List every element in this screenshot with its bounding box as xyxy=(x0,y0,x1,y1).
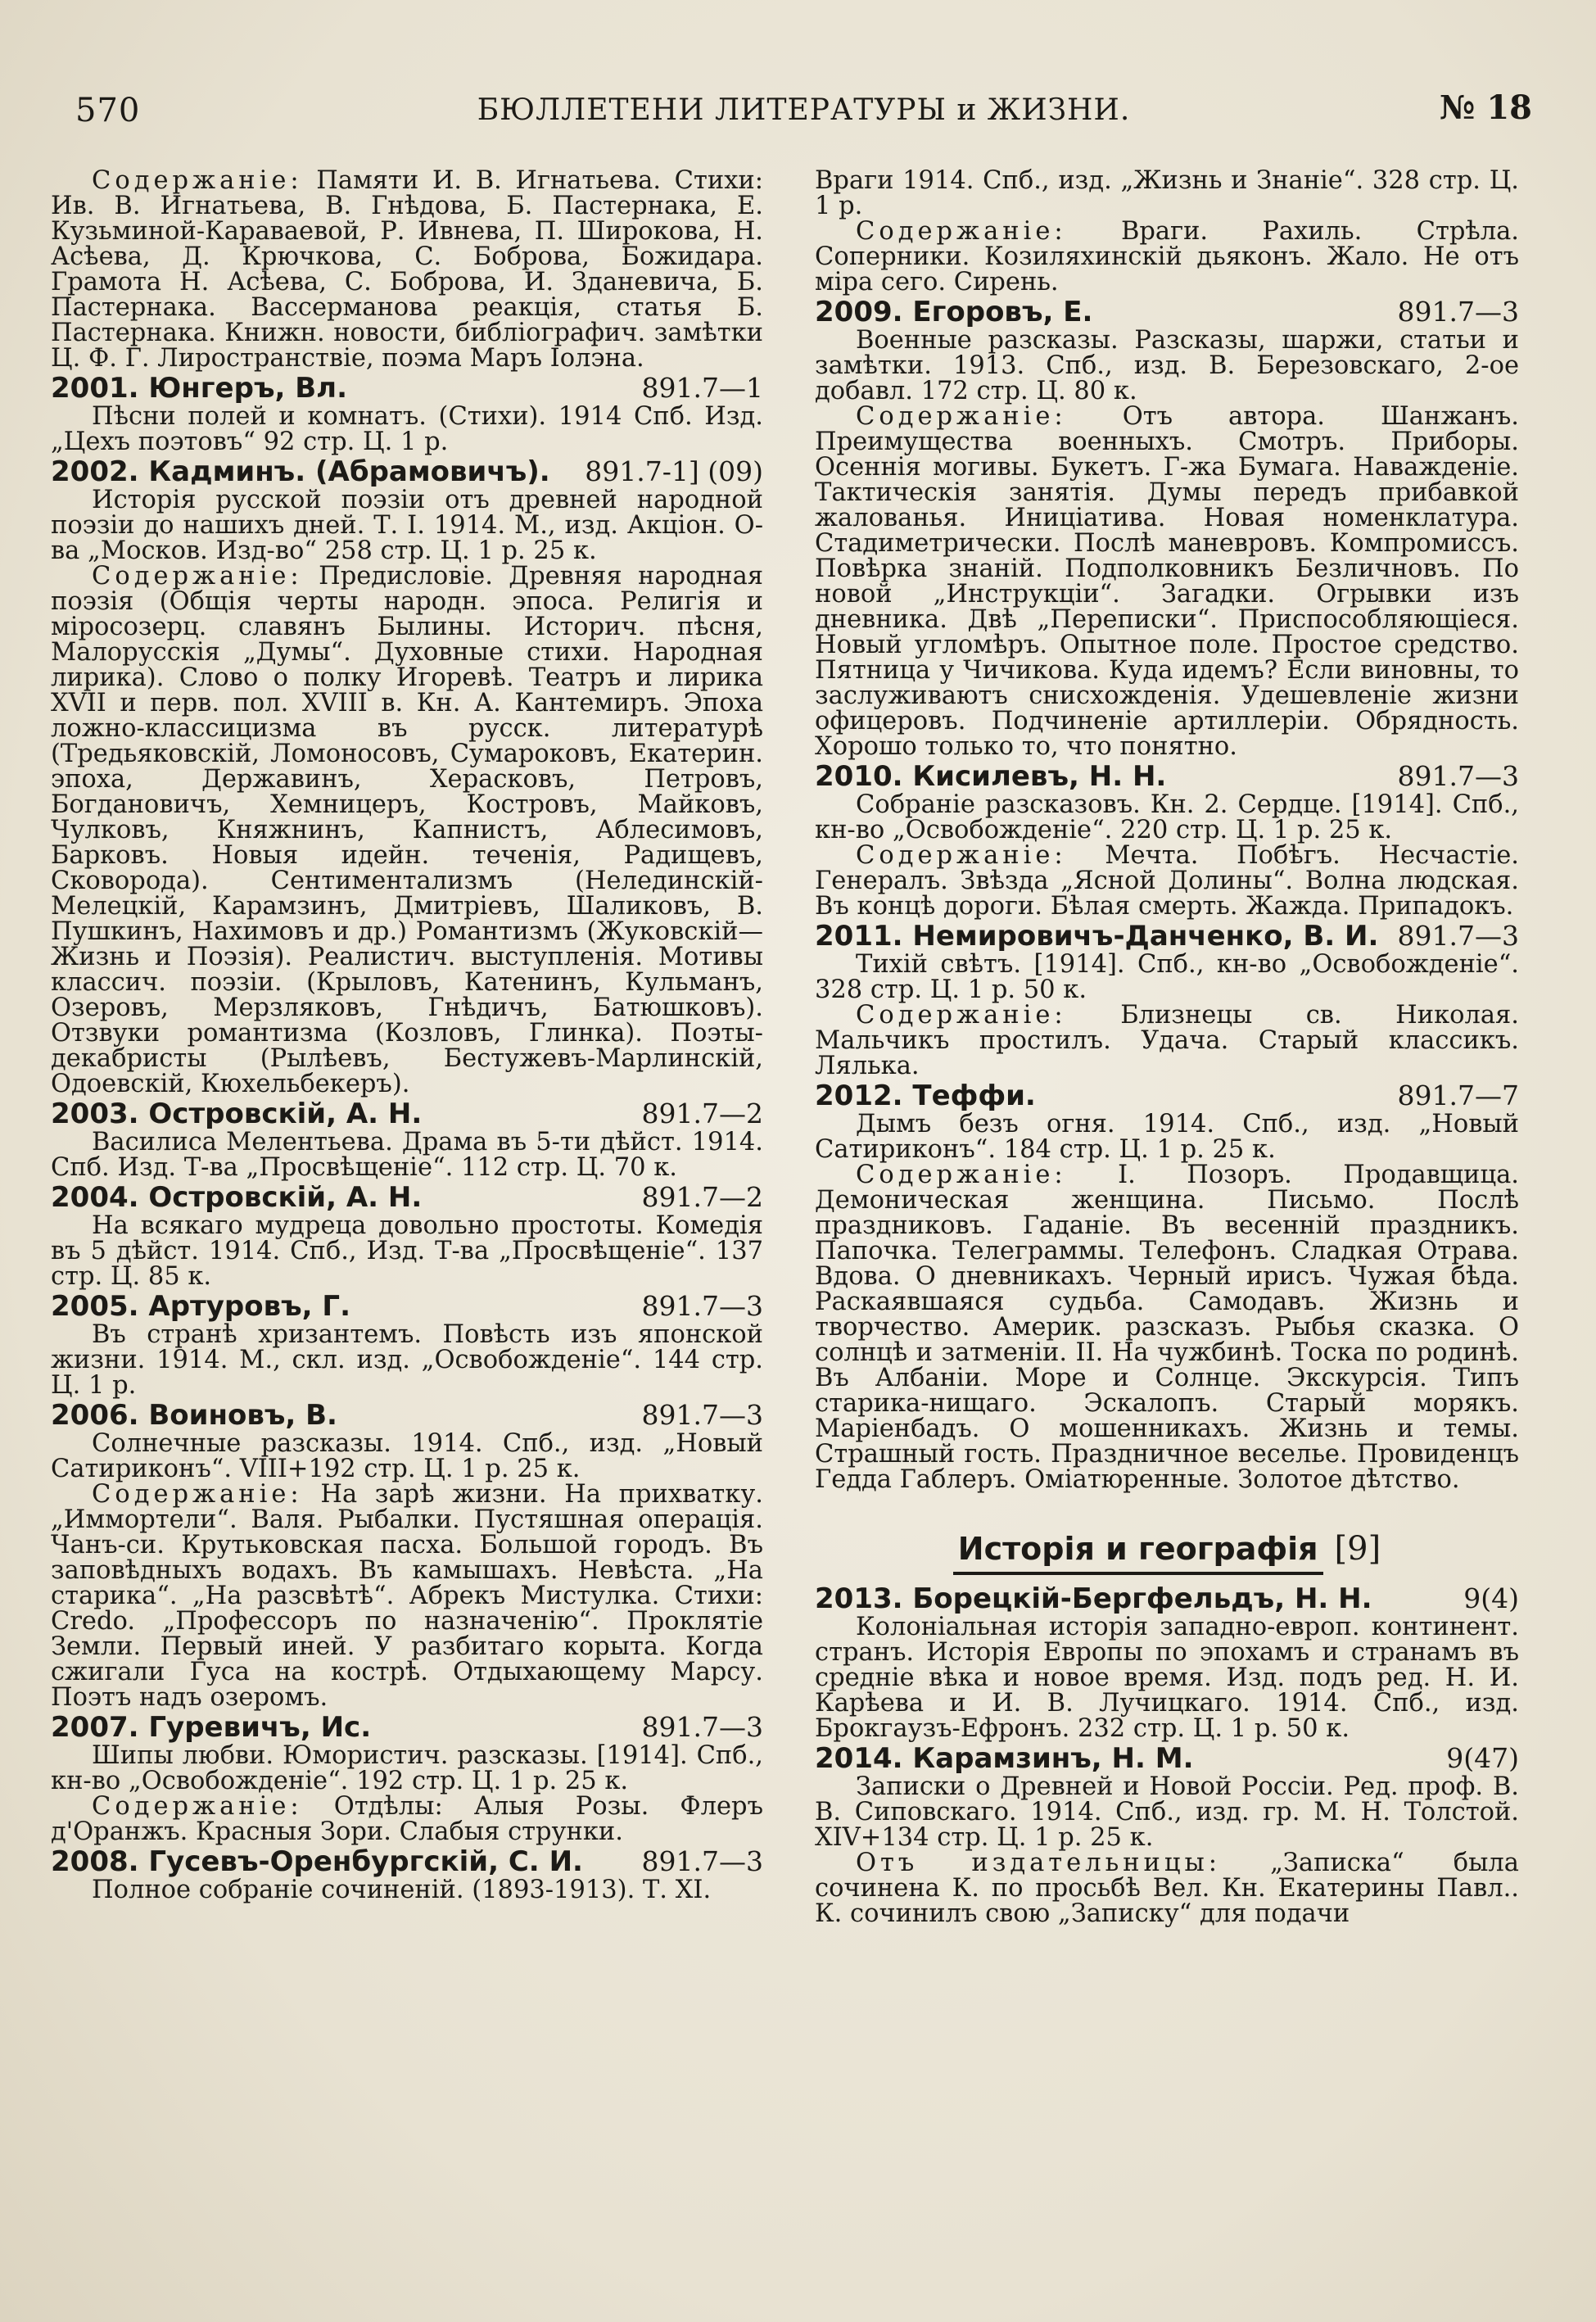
entry-classification: 891.7—2 xyxy=(641,1098,763,1129)
intro-contents: Содержаніе: Памяти И. В. Игнатьева. Стихи: Ив. В. Игнатьева, В. Гнѣдова, Б. Пастернака, Е. Кузьминой-Караваевой, Р. Ивнева, П. Широкова, Н. Асѣева, Д. Крючкова, С. Боброва, Божидара. Грамота Н. Асѣева, С. Боброва, И. Зданевича, Б. Пастернака. Вассермановa реакція, статья Б. Пастернака. Книжн. новости, библіографич. замѣтки Ц. Ф. Г. Лиространствіе, поэма Маръ Іолэна. xyxy=(51,168,763,373)
entry-classification: 891.7—7 xyxy=(1397,1080,1519,1111)
entry-contents: Содержаніе: На зарѣ жизни. На прихватку. „Иммортели“. Валя. Рыбалки. Пустяшная операція. Чанъ-си. Крутьковская пасха. Большой городъ. Въ заповѣдныхъ водахъ. Въ камышахъ. Невѣста. „На старика“. „На разсвѣтѣ“. Абрекъ Мистулка. Стихи: Credo. „Профессоръ по назначенію“. Проклятіе Земли. Первый иней. У разбитаго корыта. Когда сжигали Гуса на кострѣ. Отдыхающему Марсу. Поэтъ надъ озеромъ. xyxy=(51,1480,763,1712)
entry-contents: Отъ издательницы: „Записка“ была сочинена К. по просьбѣ Вел. Кн. Екатерины Павл.. К. сочинилъ свою „Записку“ для подачи xyxy=(815,1849,1519,1928)
entry-heading xyxy=(51,1182,763,1213)
running-title: БЮЛЛЕТЕНИ ЛИТЕРАТУРЫ и ЖИЗНИ. xyxy=(477,93,1131,127)
entry-contents: Содержаніе: Предисловіе. Древняя народная поэзія (Общія черты народн. эпоса. Религія и міросозерц. славянъ Былины. Историч. пѣсня, Малорусскія „Думы“. Духовные стихи. Народная лирика). Слово о полку Игоревѣ. Театръ и лирика XVII и перв. пол. XVIII в. Кн. А. Кантемиръ. Эпоха ложно-классицизма въ русск. литературѣ (Тредьяковскій, Ломоносовъ, Сумароковъ, Екатерин. эпоха, Державинъ, Херасковъ, Петровъ, Богдановичъ, Хемницеръ, Костровъ, Майковъ, Чулковъ, Княжнинъ, Капнистъ, Аблесимовъ, Барковъ. Новыя идейн. теченія, Радищевъ, Сковорода). Сентиментализмъ (Нелединскій-Мелецкій, Карамзинъ, Дмитріевъ, Шаликовъ, В. Пушкинъ, Нахимовъ и др.) Романтизмъ (Жуковскій—Жизнь и Поэзія). Реалистич. выступленія. Мотивы классич. поэзіи. (Крыловъ, Катенинъ, Кульманъ, Озеровъ, Мерзляковъ, Гнѣдичъ, Батюшковъ). Отзвуки романтизма (Козловъ, Глинка). Поэты-декабристы (Рылѣевъ, Бестужевъ-Марлинскій, Одоевскій, Кюхельбекеръ). xyxy=(51,562,763,1098)
contents-label: Содержаніе: xyxy=(856,217,1067,246)
entry-classification: 9(4) xyxy=(1463,1582,1519,1614)
entry-heading xyxy=(815,296,1519,328)
entry-body: На всякаго мудреца довольно простоты. Комедія въ 5 дѣйст. 1914. Спб., Изд. Т-ва „Просвѣщеніе“. 137 стр. Ц. 85 к. xyxy=(51,1211,763,1291)
entry-author: 2002. Кадминъ. (Абрамовичъ). xyxy=(51,455,550,488)
entry-heading xyxy=(815,1583,1519,1614)
entry-heading xyxy=(815,1743,1519,1774)
entry-body: Тихій свѣтъ. [1914]. Спб., кн-во „Освобожденіе“. 328 стр. Ц. 1 р. 50 к. xyxy=(815,950,1519,1004)
contents-label: Содержаніе: xyxy=(856,1161,1067,1189)
entry-contents: Содержаніе: I. Позоръ. Продавщица. Демоническая женщина. Письмо. Послѣ праздниковъ. Гаданіе. Въ весенній праздникъ. Папочка. Телеграммы. Телефонъ. Сладкая Отрава. Вдова. О дневникахъ. Черный ирисъ. Чужая бѣда. Раскаявшаяся судьба. Самодавъ. Жизнь и творчество. Америк. разсказъ. Рыбья сказка. О солнцѣ и затменіи. II. На чужбинѣ. Тоска по родинѣ. Въ Албаніи. Море и Солнце. Экскурсія. Типъ старика-нищаго. Эскалопъ. Старый морякъ. Маріенбадъ. О мошенникахъ. Жизнь и темы. Страшный гость. Праздничное веселье. Провиденцъ Гедда Габлеръ. Оміатюренные. Золотое дѣтство. xyxy=(815,1161,1519,1494)
issue-number: № 18 xyxy=(1439,88,1532,127)
page-header xyxy=(75,82,1532,139)
contents-label: Содержаніе: xyxy=(856,841,1067,870)
entry-author: 2012. Теффи. xyxy=(815,1080,1036,1112)
entry-body: Шипы любви. Юмористич. разсказы. [1914]. Спб., кн-во „Освобожденіе“. 192 стр. Ц. 1 р. 25 к. xyxy=(51,1741,763,1795)
entry-author: 2007. Гуревичъ, Ис. xyxy=(51,1711,372,1744)
entry-author: 2004. Островскій, А. Н. xyxy=(51,1181,423,1214)
entry-classification: 891.7—3 xyxy=(641,1845,763,1877)
contents-label: Отъ издательницы: xyxy=(856,1849,1222,1877)
page-number: 570 xyxy=(75,92,141,129)
entry-author: 2013. Борецкій-Бергфельдъ, Н. Н. xyxy=(815,1582,1372,1615)
section-heading xyxy=(815,1530,1519,1568)
entry-author: 2001. Юнгеръ, Вл. xyxy=(51,372,347,405)
entry-author: 2010. Кисилевъ, Н. Н. xyxy=(815,760,1167,793)
entry-classification: 891.7-1] (09) xyxy=(585,455,763,487)
entry-body: Полное собраніе сочиненій. (1893-1913). Т. XI. xyxy=(92,1876,712,1904)
entry-contents: Содержаніе: Мечта. Побѣгъ. Несчастіе. Генералъ. Звѣзда „Ясной Долины“. Волна людская. Въ концѣ дороги. Бѣлая смерть. Жажда. Припадокъ. xyxy=(815,841,1519,921)
entry-author: 2008. Гусевъ-Оренбургскій, С. И. xyxy=(51,1845,583,1878)
entry-author: 2009. Егоровъ, Е. xyxy=(815,296,1093,328)
entry-heading xyxy=(51,1846,763,1877)
entry-heading xyxy=(51,456,763,487)
entry-classification: 891.7—1 xyxy=(641,372,763,404)
section-code: [9] xyxy=(1334,1530,1381,1568)
entry-body: Въ странѣ хризантемъ. Повѣсть изъ японской жизни. 1914. М., скл. изд. „Освобожденіе“. 144 стр. Ц. 1 р. xyxy=(51,1320,763,1400)
entry-heading xyxy=(51,1098,763,1129)
entry-heading xyxy=(815,761,1519,792)
entry-classification: 891.7—3 xyxy=(1397,296,1519,328)
entry-classification: 891.7—3 xyxy=(641,1711,763,1743)
entry-heading xyxy=(51,1291,763,1322)
contents-label: Содержаніе: xyxy=(856,1001,1067,1030)
entry-classification: 891.7—3 xyxy=(641,1399,763,1431)
contents-label: Содержаніе: xyxy=(92,168,303,195)
right-column xyxy=(815,168,1519,2297)
entry-contents: Содержаніе: Отъ автора. Шанжанъ. Преимущества военныхъ. Смотръ. Приборы. Осеннія могивы. Букетъ. Г-жа Бумага. Наважденіе. Тактическія занятія. Думы передъ прибавкой жалованья. Иниціатива. Новая номенклатура. Стадиметрически. Послѣ маневровъ. Компромиссъ. Повѣрка знаній. Подполковникъ Безличновъ. По новой „Инструкціи“. Загадки. Огрывки изъ дневника. Двѣ „Переписки“. Приспособляющіеся. Новый угломѣръ. Опытное поле. Простое средство. Пятница у Чичикова. Куда идемъ? Если виновны, то заслуживаютъ снисхожденія. Удешевленіе жизни офицеровъ. Подчиненіе артиллеріи. Обрядность. Хорошо только то, что понятно. xyxy=(815,402,1519,761)
entry-heading xyxy=(815,1080,1519,1111)
entry-body: Колоніальная исторія западно-европ. континент. странъ. Исторія Европы по эпохамъ и странамъ въ средніе вѣка и новое время. Изд. подъ ред. Н. И. Карѣева и И. В. Лучицкаго. 1914. Спб., изд. Брокгаузъ-Ефронъ. 232 стр. Ц. 1 р. 50 к. xyxy=(815,1613,1519,1743)
entry-body: Пѣсни полей и комнатъ. (Стихи). 1914 Спб. Изд. „Цехъ поэтовъ“ 92 стр. Ц. 1 р. xyxy=(51,402,763,456)
contents-label: Содержаніе: xyxy=(92,1480,303,1509)
entry-body: Военные разсказы. Разсказы, шаржи, статьи и замѣтки. 1913. Спб., изд. В. Березовскаго, 2-ое добавл. 172 стр. Ц. 80 к. xyxy=(815,326,1519,405)
contents-label: Содержаніе: xyxy=(92,1792,303,1821)
entry-classification: 891.7—3 xyxy=(1397,920,1519,952)
entry-body: Дымъ безъ огня. 1914. Спб., изд. „Новый Сатириконъ“. 184 стр. Ц. 1 р. 25 к. xyxy=(815,1110,1519,1164)
entry-heading xyxy=(51,373,763,404)
entry-heading xyxy=(815,921,1519,952)
entry-heading xyxy=(51,1400,763,1431)
entry-body: Исторія русской поэзіи отъ древней народной поэзіи до нашихъ дней. Т. I. 1914. М., изд. Акціон. О-ва „Москов. Изд-во“ 258 стр. Ц. 1 р. 25 к. xyxy=(51,486,763,565)
entry-classification: 9(47) xyxy=(1446,1742,1519,1774)
entry-author: 2005. Артуровъ, Г. xyxy=(51,1290,350,1323)
contents-label: Содержаніе: xyxy=(856,402,1067,431)
entry-contents: Содержаніе: Близнецы св. Николая. Мальчикъ простилъ. Удача. Старый классикъ. Лялька. xyxy=(815,1001,1519,1080)
entry-heading xyxy=(51,1712,763,1743)
left-column xyxy=(51,168,763,2297)
entry-body: Собраніе разсказовъ. Кн. 2. Сердце. [1914]. Спб., кн-во „Освобожденіе“. 220 стр. Ц. 1 р. 25 к. xyxy=(815,790,1519,844)
contents-label: Содержаніе: xyxy=(92,562,303,591)
section-title: Исторія и географія xyxy=(953,1531,1323,1575)
entry-body: Василиса Мелентьева. Драма въ 5-ти дѣйст. 1914. Спб. Изд. Т-ва „Просвѣщеніе“. 112 стр. Ц. 70 к. xyxy=(51,1128,763,1182)
entry-classification: 891.7—3 xyxy=(1397,760,1519,792)
entry-body: Солнечные разсказы. 1914. Спб., изд. „Новый Сатириконъ“. VIII+192 стр. Ц. 1 р. 25 к. xyxy=(51,1429,763,1483)
entry-body: Записки о Древней и Новой Россіи. Ред. проф. В. В. Сиповскаго. 1914. Спб., изд. гр. М. Н. Толстой. XIV+134 стр. Ц. 1 р. 25 к. xyxy=(815,1772,1519,1852)
entry-author: 2006. Воиновъ, В. xyxy=(51,1399,337,1432)
entry-body-continued: Враги 1914. Спб., изд. „Жизнь и Знаніе“. 328 стр. Ц. 1 р. xyxy=(815,168,1519,220)
entry-author: 2011. Немировичъ-Данченко, В. И. xyxy=(815,920,1379,953)
entry-contents: Содержаніе: Отдѣлы: Алыя Розы. Флеръ д'Оранжъ. Красныя Зори. Слабыя струнки. xyxy=(51,1792,763,1846)
entry-contents: Содержаніе: Враги. Рахиль. Стрѣла. Соперники. Козиляхинскій дьяконъ. Жало. Не отъ міра сего. Сирень. xyxy=(815,217,1519,296)
entry-classification: 891.7—2 xyxy=(641,1181,763,1213)
entry-author: 2014. Карамзинъ, Н. М. xyxy=(815,1742,1194,1775)
entry-classification: 891.7—3 xyxy=(641,1290,763,1322)
entry-author: 2003. Островскій, А. Н. xyxy=(51,1098,423,1130)
